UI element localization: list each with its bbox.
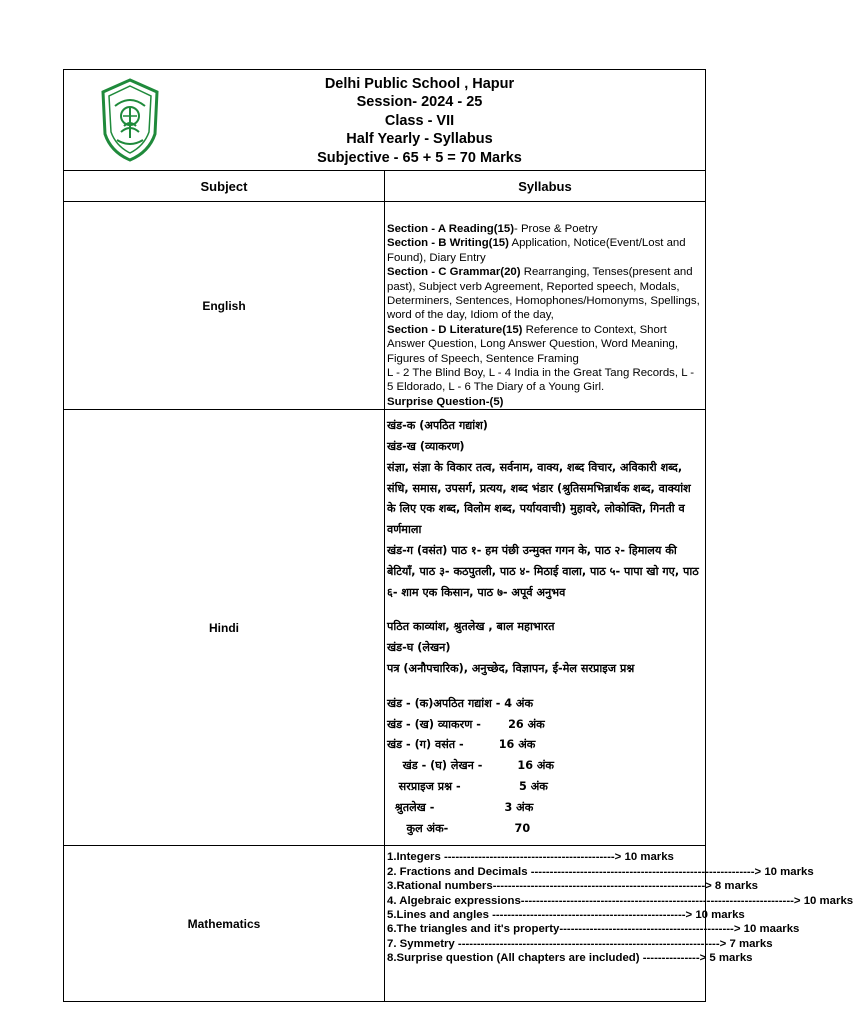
hindi-marks-line: सरप्राइज प्रश्न - 5 अंक (387, 780, 548, 794)
math-item: 8.Surprise question (All chapters are included) ---------------> 5 marks (387, 952, 753, 965)
hindi-pathit: पठित काव्यांश, श्रुतलेख , बाल महाभारत (387, 620, 555, 634)
hindi-section-g: खंड-ग (वसंत) पाठ १- हम पंछी उन्मुक्त गगन के, पाठ २- हिमालय की बेटियाँ, पाठ ३- कठपुतली, पाठ ४- मिठाई वाला, पाठ ५- पापा खो गए, पाठ ६- शाम एक किसान, पाठ ७- अपूर्व अनुभव (387, 544, 699, 599)
hindi-section-gh: खंड-घ (लेखन) (387, 641, 451, 655)
hindi-total-marks: कुल अंक- 70 (387, 821, 531, 835)
mathematics-row (64, 846, 706, 1002)
english-surprise-question: Surprise Question-(5) (387, 395, 504, 408)
class-name: Class - VII (384, 112, 455, 129)
math-item: 6.The triangles and it's property----------------------------------------------> 10 maarks (387, 923, 800, 936)
section-a-text: - Prose & Poetry (514, 223, 598, 235)
math-item: 1.Integers ---------------------------------------------> 10 marks (387, 851, 674, 864)
subject-column-header: Subject (64, 171, 385, 202)
hindi-syllabus (385, 410, 706, 846)
subject-hindi: Hindi (64, 410, 385, 846)
math-item: 3.Rational numbers--------------------------------------------------------> 8 marks (387, 880, 759, 893)
hindi-marks-line: खंड - (ग) वसंत - 16 अंक (387, 738, 536, 752)
english-row (64, 202, 706, 410)
exam-title: Half Yearly - Syllabus (346, 131, 493, 148)
hindi-section-k: खंड-क (अपठित गद्यांश) (387, 419, 488, 433)
section-c-heading: Section - C Grammar(20) (387, 266, 521, 279)
school-name: Delhi Public School , Hapur (324, 75, 515, 92)
hindi-marks-line: खंड - (ख) व्याकरण - 26 अंक (387, 717, 545, 731)
english-syllabus (385, 202, 706, 410)
mathematics-syllabus (385, 846, 853, 1002)
session: Session- 2024 - 25 (356, 94, 483, 111)
syllabus-table (63, 69, 853, 1002)
section-d-text: Reference to Context, Short Answer Question, Long Answer Question, Word Meaning, Figures of Speech, Sentence Framing (387, 323, 679, 365)
hindi-marks-line: खंड - (क)अपठित गद्यांश - 4 अंक (387, 696, 534, 710)
section-b-text: Application, Notice(Event/Lost and Found), Diary Entry (387, 237, 686, 264)
math-item: 2. Fractions and Decimals -----------------------------------------------------------> 10 marks (387, 865, 814, 878)
marks-summary: Subjective - 65 + 5 = 70 Marks (317, 149, 522, 166)
subject-mathematics: Mathematics (64, 846, 385, 1002)
math-item: 5.Lines and angles ---------------------------------------------------> 10 marks (387, 909, 745, 922)
hindi-marks-line: श्रुतलेख - 3 अंक (387, 800, 534, 814)
section-a-heading: Section - A Reading(15) (387, 223, 514, 235)
section-b-heading: Section - B Writing(15) (387, 237, 509, 250)
english-lessons: L - 2 The Blind Boy, L - 4 India in the Great Tang Records, L - 5 Eldorado, L - 6 The Diary of a Young Girl. (387, 367, 695, 394)
hindi-section-kh: खंड-ख (व्याकरण) (387, 440, 465, 454)
syllabus-column-header: Syllabus (385, 171, 706, 202)
hindi-writing-topics: पत्र (अनौपचारिक), अनुच्छेद, विज्ञापन, ई-मेल सरप्राइज प्रश्न (387, 662, 635, 676)
subject-english: English (64, 202, 385, 410)
math-item: 7. Symmetry ---------------------------------------------------------------------> 7 marks (387, 937, 773, 950)
math-item: 4. Algebraic expressions------------------------------------------------------------------------> 10 marks (387, 894, 853, 907)
hindi-row (64, 410, 706, 846)
hindi-grammar-topics: संज्ञा, संज्ञा के विकार तत्व, सर्वनाम, वाक्य, शब्द विचार, अविकारी शब्द, संधि, समास, उपसर्ग, प्रत्यय, शब्द भंडार (श्रुतिसमभिन्नार्थक शब्द, वाक्यांश के लिए एक शब्द, विलोम शब्द, पर्यायवाची) मुहावरे, लोकोक्ति, गिनती व वर्णमाला (387, 460, 691, 537)
section-c-text: Rearranging, Tenses(present and past), Subject verb Agreement, Reported speech, Modals, Determiners, Sentences, Homophones/Homonyms, Spellings, word of the day, Idiom of the day, (387, 266, 700, 322)
school-crest-logo (97, 76, 163, 164)
hindi-marks-line: खंड - (घ) लेखन - 16 अंक (387, 759, 555, 773)
section-d-heading: Section - D Literature(15) (387, 323, 523, 336)
header-cell (64, 70, 706, 171)
